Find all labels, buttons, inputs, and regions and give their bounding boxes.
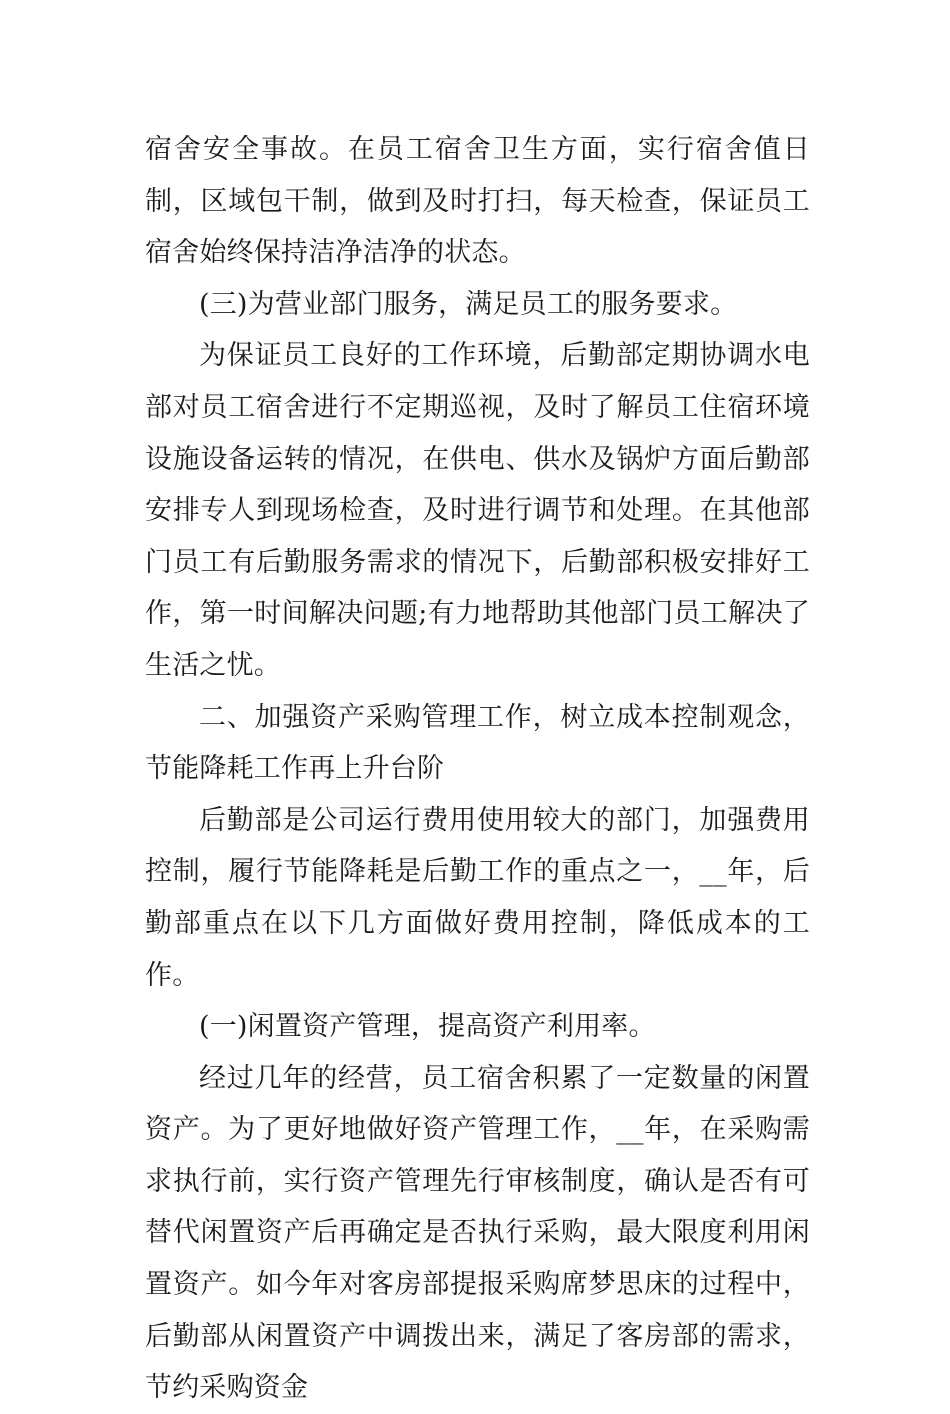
paragraph-6-heading: (一)闲置资产管理，提高资产利用率。 (199, 1011, 656, 1043)
paragraph-2-heading: (三)为营业部门服务，满足员工的服务要求。 (199, 288, 738, 320)
document-body (145, 124, 810, 1414)
paragraph-1: 宿舍安全事故。在员工宿舍卫生方面，实行宿舍值日制，区域包干制，做到及时打扫，每天检查，保证员工宿舍始终保持洁净洁净的状态。 (145, 134, 810, 269)
paragraph-3: 为保证员工良好的工作环境，后勤部定期协调水电部对员工宿舍进行不定期巡视，及时了解员工住宿环境设施设备运转的情况，在供电、供水及锅炉方面后勤部安排专人到现场检查，及时进行调节和处理。在其他部门员工有后勤服务需求的情况下，后勤部积极安排好工作，第一时间解决问题;有力地帮助其他部门员工解决了生活之忧。 (145, 340, 810, 681)
paragraph-7: 经过几年的经营，员工宿舍积累了一定数量的闲置资产。为了更好地做好资产管理工作，__年，在采购需求执行前，实行资产管理先行审核制度，确认是否有可替代闲置资产后再确定是否执行采购，最大限度利用闲置资产。如今年对客房部提报采购席梦思床的过程中，后勤部从闲置资产中调拨出来，满足了客房部的需求，节约采购资金 (145, 1062, 810, 1404)
paragraph-5: 后勤部是公司运行费用使用较大的部门，加强费用控制，履行节能降耗是后勤工作的重点之一，__年，后勤部重点在以下几方面做好费用控制，降低成本的工作。 (145, 804, 810, 991)
paragraph-4-heading: 二、加强资产采购管理工作，树立成本控制观念，节能降耗工作再上升台阶 (145, 701, 810, 785)
